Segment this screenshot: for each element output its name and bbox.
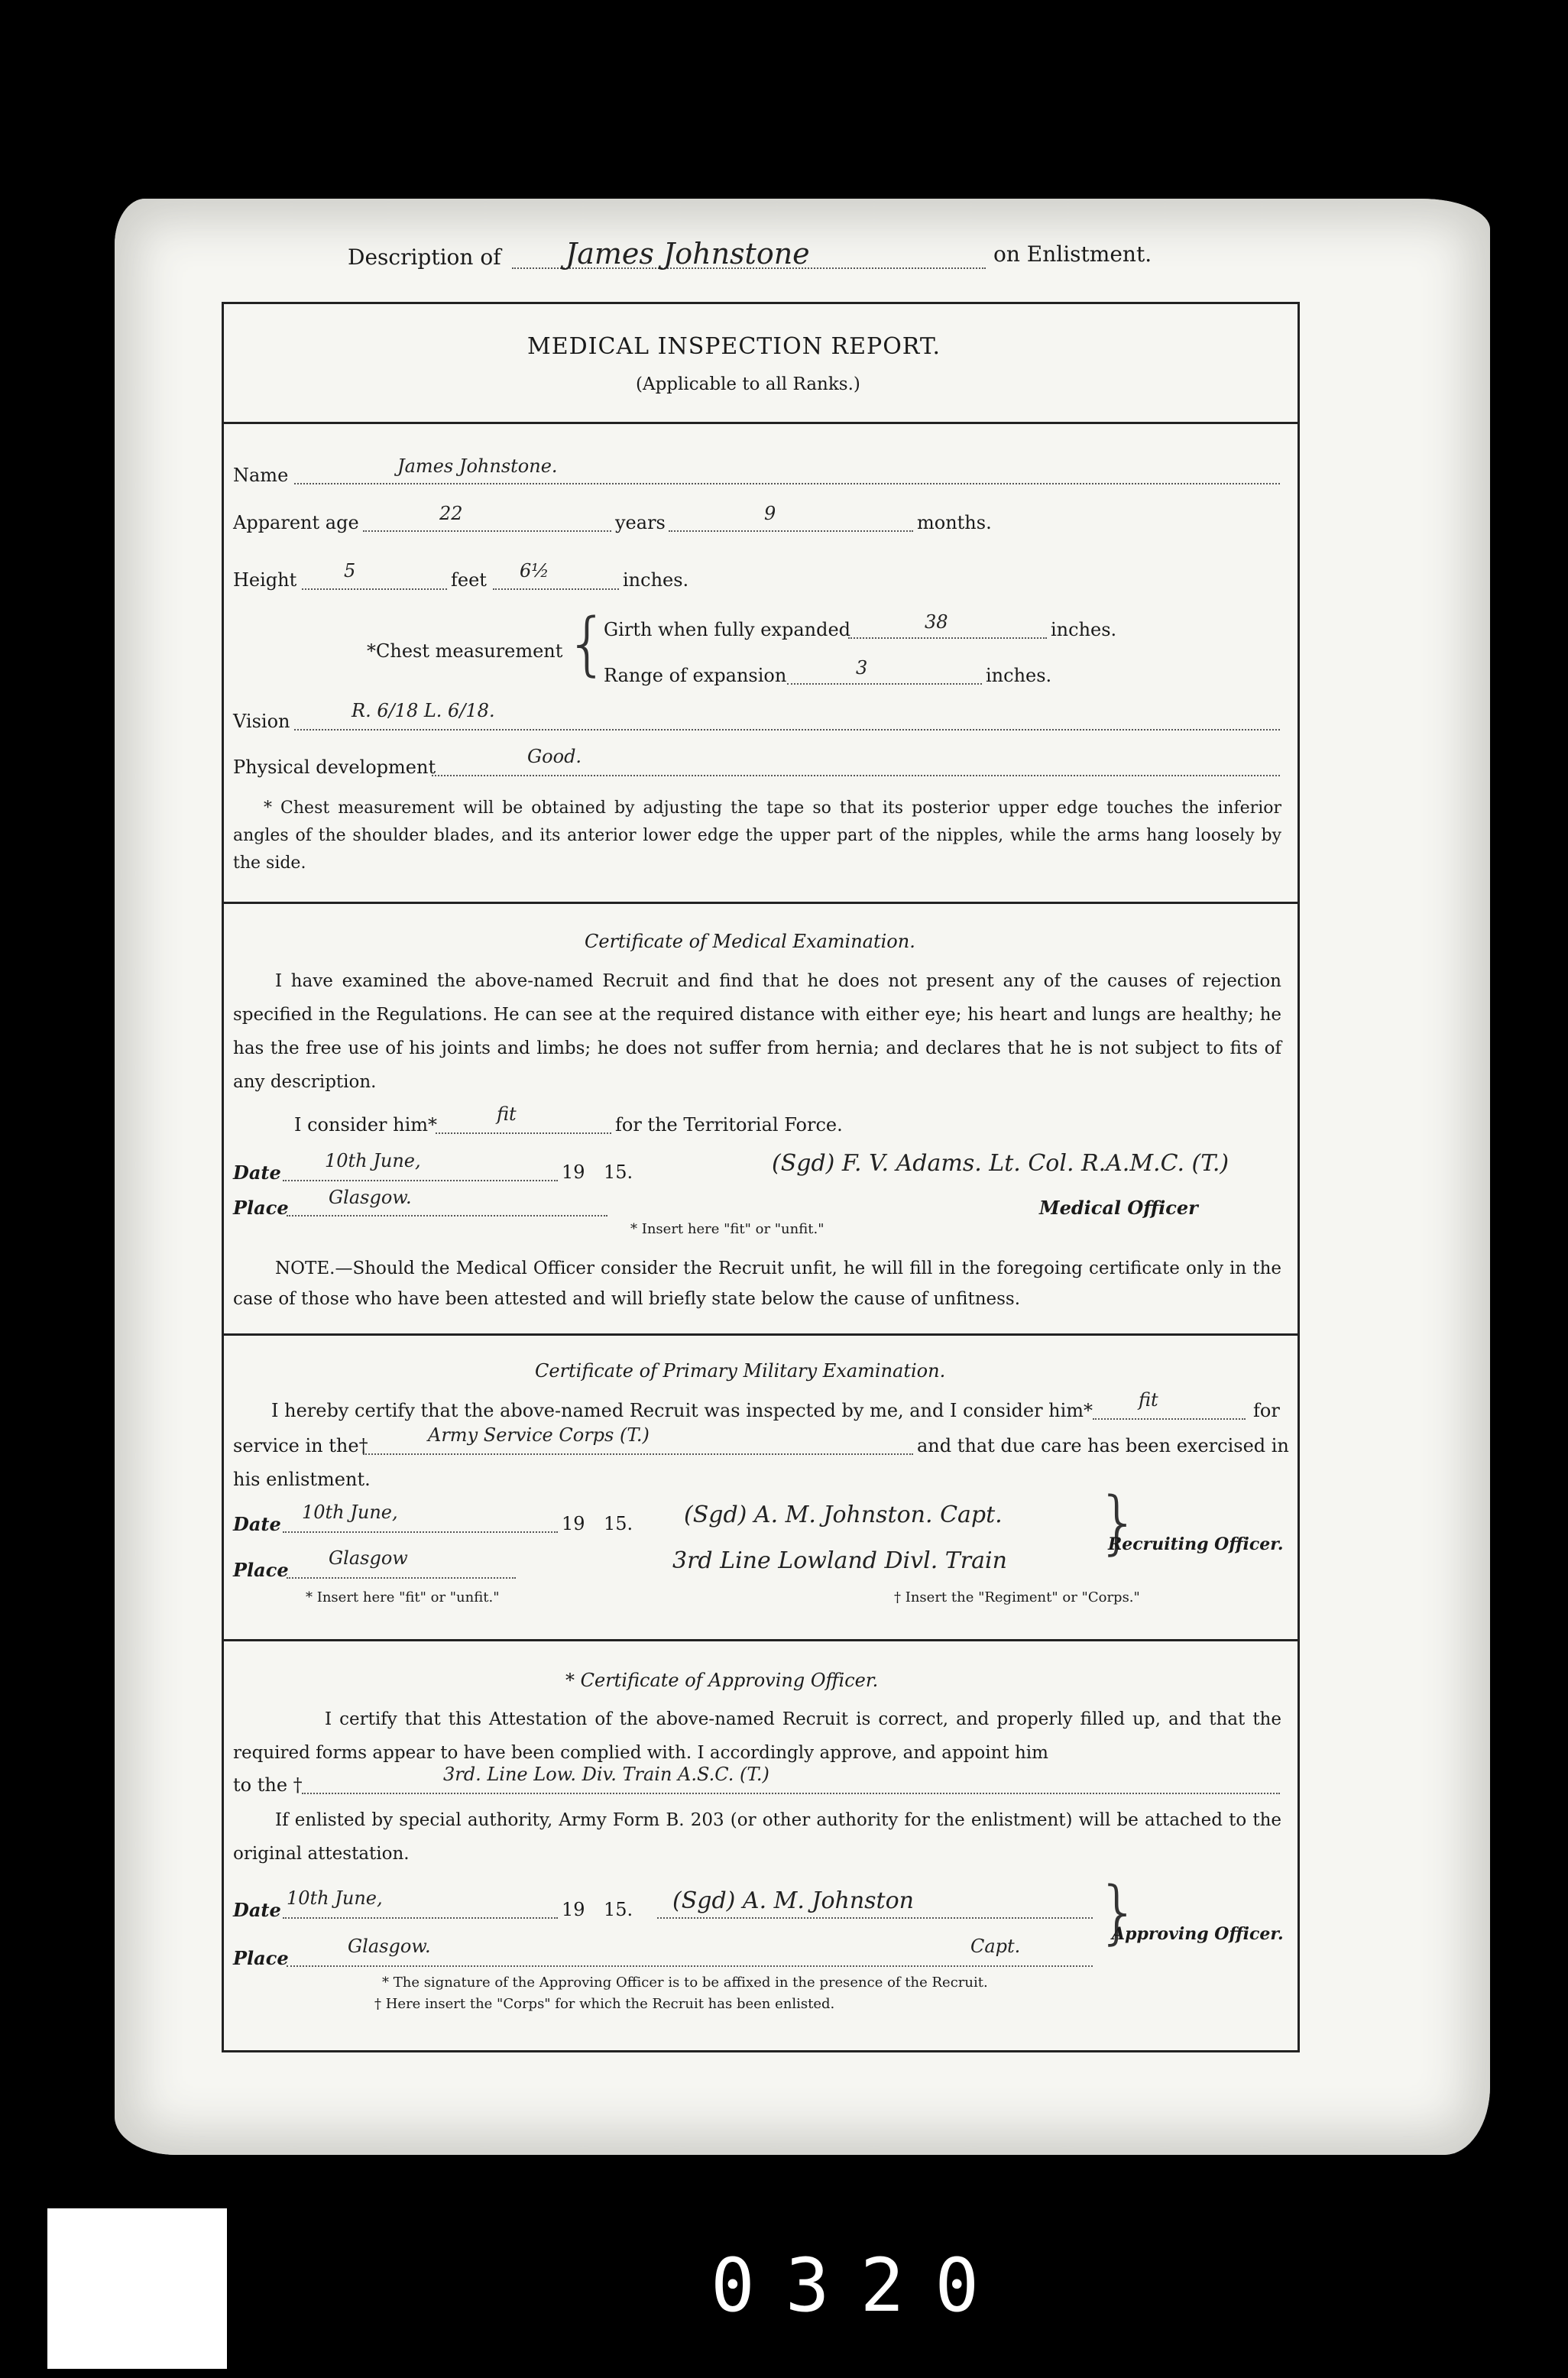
approving-place-value: Glasgow.: [348, 1936, 431, 1957]
approving-corps-note: † Here insert the "Corps" for which the Recruit has been enlisted.: [374, 1996, 835, 2012]
girth-value: 38: [925, 611, 948, 633]
military-fit-value: fit: [1139, 1389, 1158, 1411]
medical-body: I have examined the above-named Recruit and find that he does not present any of the causes of rejection specified in the Regulations. He can see at the required distance with either eye; his heart and lungs are healthy; he has the free use of his joints and limbs; he does not suffer from hernia; and declares that he is not subject to fits of any description.: [233, 971, 1281, 1092]
military-signature: (Sgd) A. M. Johnston. Capt.: [684, 1502, 1003, 1528]
military-date-value: 10th June,: [302, 1502, 398, 1523]
service-label: service in the†: [233, 1435, 368, 1456]
age-years: 22: [439, 503, 463, 524]
vision-label: Vision: [233, 711, 290, 732]
physical-value: Good.: [527, 746, 582, 767]
range-unit: inches.: [986, 665, 1052, 686]
medical-heading: Certificate of Medical Examination.: [585, 931, 915, 952]
white-patch: [47, 2208, 227, 2369]
girth-unit: inches.: [1051, 619, 1117, 640]
military-line3: his enlistment.: [233, 1469, 371, 1490]
physical-label: Physical development: [233, 756, 436, 778]
appoint-label: to the †: [233, 1774, 303, 1796]
header-prefix: Description of: [348, 245, 501, 270]
girth-label: Girth when fully expanded: [604, 619, 851, 640]
military-year-value: 15.: [604, 1513, 633, 1534]
military-place-label: Place: [233, 1559, 289, 1581]
form-frame: [222, 302, 1300, 2052]
approving-officer-label: Approving Officer.: [1112, 1924, 1284, 1944]
note-body: —Should the Medical Officer consider the Recruit unfit, he will fill in the foregoing certificate only in the case of those who have been attested and will briefly state below the cause of unfitness.: [233, 1259, 1281, 1309]
medical-date-label: Date: [233, 1161, 281, 1184]
approving-year-value: 15.: [604, 1899, 633, 1920]
approving-special: If enlisted by special authority, Army Form B. 203 (or other authority for the enlistment) will be attached to the original attestation.: [233, 1810, 1281, 1864]
approving-heading: * Certificate of Approving Officer.: [565, 1670, 879, 1691]
military-year-prefix: 19: [562, 1513, 585, 1534]
age-label: Apparent age: [233, 512, 359, 533]
height-inches: 6½: [520, 560, 549, 582]
divider-military: [222, 1333, 1300, 1336]
military-heading: Certificate of Primary Military Examination.: [535, 1360, 946, 1382]
medical-signature: (Sgd) F. V. Adams. Lt. Col. R.A.M.C. (T.): [772, 1150, 1229, 1177]
range-value: 3: [856, 657, 868, 679]
medical-year-value: 15.: [604, 1161, 633, 1183]
height-label: Height: [233, 569, 297, 591]
appoint-value: 3rd. Line Low. Div. Train A.S.C. (T.): [443, 1764, 769, 1785]
military-brace: }: [1097, 1482, 1141, 1563]
inches-label: inches.: [623, 569, 689, 591]
military-unit-value: 3rd Line Lowland Divl. Train: [672, 1547, 1007, 1574]
note-label: NOTE.: [275, 1259, 335, 1278]
feet-label: feet: [451, 569, 487, 591]
medical-officer-label: Medical Officer: [1039, 1197, 1198, 1219]
service-suffix: and that due care has been exercised in: [917, 1435, 1289, 1456]
age-months: 9: [764, 503, 776, 524]
chest-note: * Chest measurement will be obtained by adjusting the tape so that its posterior upper edge touches the inferior angles of the shoulder blades, and its anterior lower edge the upper part of the nipples, while the arms hang loosely by the side.: [233, 799, 1281, 873]
military-insert-note: * Insert here "fit" or "unfit.": [306, 1589, 500, 1605]
recruiting-officer-label: Recruiting Officer.: [1108, 1534, 1284, 1554]
chest-brace: {: [565, 604, 610, 684]
report-title: MEDICAL INSPECTION REPORT.: [527, 333, 941, 360]
consider-suffix: for the Territorial Force.: [615, 1114, 843, 1136]
name-value: James Johnstone.: [397, 455, 558, 477]
approving-sig-note: * The signature of the Approving Officer is to be affixed in the presence of the Recruit.: [382, 1975, 988, 1991]
stamp-number: 0320: [711, 2243, 1010, 2328]
report-subtitle: (Applicable to all Ranks.): [636, 374, 860, 394]
chest-label: *Chest measurement: [367, 640, 563, 662]
medical-place-label: Place: [233, 1197, 289, 1219]
approving-body: I certify that this Attestation of the above-named Recruit is correct, and properly filled up, and that the required forms appear to have been complied with. I accordingly approve, and appoint him: [233, 1709, 1281, 1763]
military-date-label: Date: [233, 1513, 281, 1535]
divider-title: [222, 422, 1300, 424]
medical-date-value: 10th June,: [325, 1150, 421, 1171]
service-value: Army Service Corps (T.): [428, 1424, 650, 1446]
medical-note: [233, 1253, 1281, 1314]
military-place-value: Glasgow: [329, 1547, 408, 1569]
vision-value: R. 6/18 L. 6/18.: [352, 700, 495, 721]
medical-year-prefix: 19: [562, 1161, 585, 1183]
months-label: months.: [917, 512, 992, 533]
height-feet: 5: [344, 560, 356, 582]
military-line1: I hereby certify that the above-named Recruit was inspected by me, and I consider him*: [271, 1400, 1093, 1421]
name-label: Name: [233, 465, 289, 486]
military-for-label: for: [1253, 1400, 1280, 1421]
approving-place-label: Place: [233, 1947, 289, 1969]
approving-year-prefix: 19: [562, 1899, 585, 1920]
military-regiment-note: † Insert the "Regiment" or "Corps.": [894, 1589, 1140, 1605]
approving-date-label: Date: [233, 1899, 281, 1921]
approving-rank-value: Capt.: [970, 1936, 1021, 1957]
approving-date-value: 10th June,: [287, 1887, 383, 1909]
approving-signature: (Sgd) A. M. Johnston: [672, 1887, 914, 1914]
header-name: James Johnstone: [565, 237, 810, 271]
medical-place-value: Glasgow.: [329, 1187, 412, 1208]
medical-insert-note: * Insert here "fit" or "unfit.": [630, 1221, 824, 1237]
consider-value: fit: [497, 1103, 517, 1125]
divider-approving: [222, 1639, 1300, 1641]
approving-brace: }: [1097, 1872, 1141, 1952]
years-label: years: [615, 512, 666, 533]
range-label: Range of expansion: [604, 665, 787, 686]
header-suffix: on Enlistment.: [993, 241, 1152, 267]
divider-medical: [222, 902, 1300, 904]
consider-label: I consider him*: [294, 1114, 438, 1136]
